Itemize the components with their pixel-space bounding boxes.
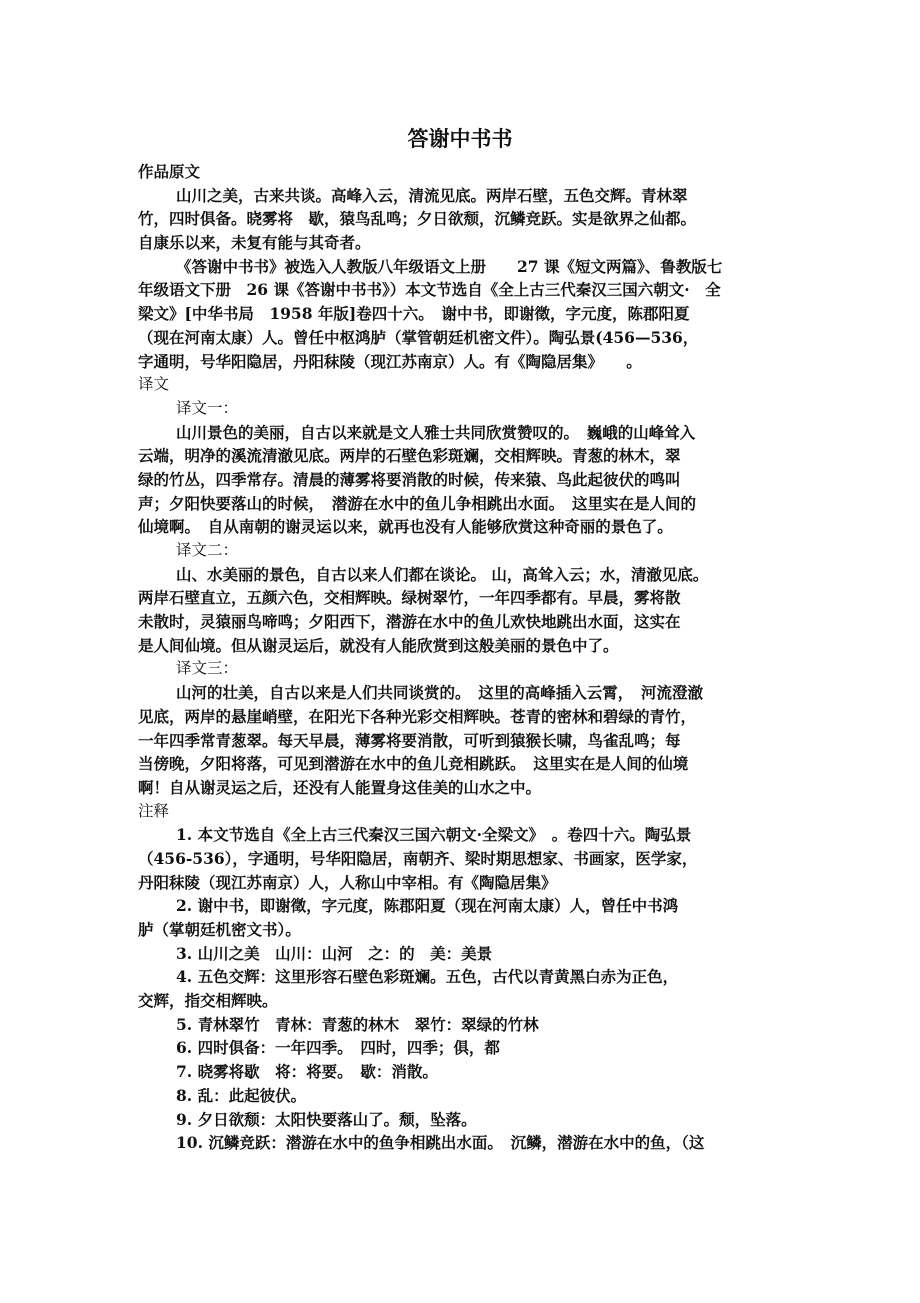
text-line: 啊！自从谢灵运之后，还没有人能置身这佳美的山水之中。: [138, 777, 542, 797]
text-line: 7. 晓雾将歇 将：将要。 歇：消散。: [176, 1062, 438, 1082]
text-line: 1. 本文节选自《全上古三代秦汉三国六朝文·全梁文》 。卷四十六。陶弘景: [176, 825, 692, 845]
text-line: 山川景色的美丽，自古以来就是文人雅士共同欣赏赞叹的。 巍峨的山峰耸入: [176, 422, 696, 442]
text-line: 6. 四时俱备：一年四季。 四时，四季；俱，都: [176, 1038, 500, 1058]
text-line: 山河的壮美，自古以来是人们共同谈赏的。 这里的高峰插入云霄， 河流澄澈: [176, 683, 704, 703]
text-line: 云端，明净的溪流清澈见底。两岸的石壁色彩斑斓，交相辉映。青葱的林木，翠: [138, 446, 681, 466]
text-line: 一年四季常青葱翠。每天早晨，薄雾将要消散，可听到猿猴长啸，鸟雀乱鸣；每: [138, 730, 681, 750]
text-line: 绿的竹丛，四季常存。清晨的薄雾将要消散的时候，传来猿、鸟此起彼伏的鸣叫: [138, 469, 681, 489]
text-line: 译文一：: [176, 398, 239, 417]
text-line: 竹，四时俱备。晓雾将 歇，猿鸟乱鸣；夕日欲颓，沉鳞竞跃。实是欲界之仙都。: [138, 209, 697, 229]
text-line: 见底，两岸的悬崖峭壁，在阳光下各种光彩交相辉映。苍青的密林和碧绿的青竹，: [138, 706, 697, 726]
text-line: 未散时，灵猿丽鸟啼鸣；夕阳西下，潜游在水中的鱼儿欢快地跳出水面，这实在: [138, 612, 681, 632]
text-line: 2. 谢中书，即谢徵，字元度，陈郡阳夏（现在河南太康）人，曾任中书鸿: [176, 896, 679, 916]
text-line: 《答谢中书书》被选入人教版八年级语文上册 27 课《短文两篇》、鲁教版七: [176, 256, 723, 276]
text-line: 山、水美丽的景色，自古以来人们都在谈论。 山，高耸入云；水，清澈见底。: [176, 564, 709, 584]
text-line: 8. 乱：此起彼伏。: [176, 1085, 307, 1105]
text-line: 当傍晚，夕阳将落，可见到潜游在水中的鱼儿竞相跳跃。 这里实在是人间的仙境: [138, 754, 689, 774]
text-line: 9. 夕日欲颓：太阳快要落山了。颓，坠落。: [176, 1109, 477, 1129]
text-line: （现在河南太康）人。曾任中枢鸿胪（掌管朝廷机密文件）。陶弘景(456—536，: [138, 327, 699, 347]
text-line: 4. 五色交辉：这里形容石壁色彩斑斓。五色，古代以青黄黑白赤为正色，: [176, 967, 679, 987]
text-line: 10. 沉鳞竞跃：潜游在水中的鱼争相跳出水面。 沉鳞，潜游在水中的鱼，（这: [176, 1133, 705, 1153]
text-line: 作品原文: [138, 162, 201, 181]
text-line: 译文三：: [176, 659, 239, 678]
text-line: 丹阳秣陵（现江苏南京）人，人称山中宰相。有《陶隐居集》: [138, 872, 557, 892]
text-line: 字通明，号华阳隐居，丹阳秣陵（现江苏南京）人。有《陶隐居集》 。: [138, 351, 642, 371]
text-line: 3. 山川之美 山川：山河 之：的 美：美景: [176, 943, 493, 963]
text-line: 年级语文下册 26 课《答谢中书书》）本文节选自《全上古三代秦汉三国六朝文· 全: [138, 280, 721, 300]
text-line: 译文: [138, 375, 170, 394]
text-line: 5. 青林翠竹 青林：青葱的林木 翠竹：翠绿的竹林: [176, 1014, 539, 1034]
text-line: 译文二：: [176, 541, 239, 559]
document-body: [138, 160, 748, 1155]
text-line: 交辉，指交相辉映。: [138, 991, 278, 1011]
document-title: 答谢中书书: [407, 126, 513, 151]
text-line: （456-536），字通明，号华阳隐居，南朝齐、梁时期思想家、书画家，医学家，: [138, 848, 698, 868]
text-line: 梁文》[中华书局 1958 年版]卷四十六。 谢中书，即谢徵，字元度，陈郡阳夏: [138, 304, 690, 324]
text-line: 注释: [138, 801, 170, 820]
text-line: 自康乐以来，未复有能与其奇者。: [138, 233, 371, 253]
text-line: 山川之美，古来共谈。高峰入云，清流见底。两岸石壁，五色交辉。青林翠: [176, 185, 688, 205]
text-line: 两岸石壁直立，五颜六色，交相辉映。绿树翠竹，一年四季都有。早晨，雾将散: [138, 588, 681, 608]
text-line: 是人间仙境。但从谢灵运后，就没有人能欣赏到这般美丽的景色中了。: [138, 635, 619, 655]
text-line: 胪（掌朝廷机密文书）。: [138, 920, 301, 939]
text-line: 仙境啊。 自从南朝的谢灵运以来，就再也没有人能够欣赏这种奇丽的景色了。: [138, 517, 673, 537]
text-line: 声；夕阳快要落山的时候， 潜游在水中的鱼儿争相跳出水面。 这里实在是人间的: [138, 493, 697, 513]
